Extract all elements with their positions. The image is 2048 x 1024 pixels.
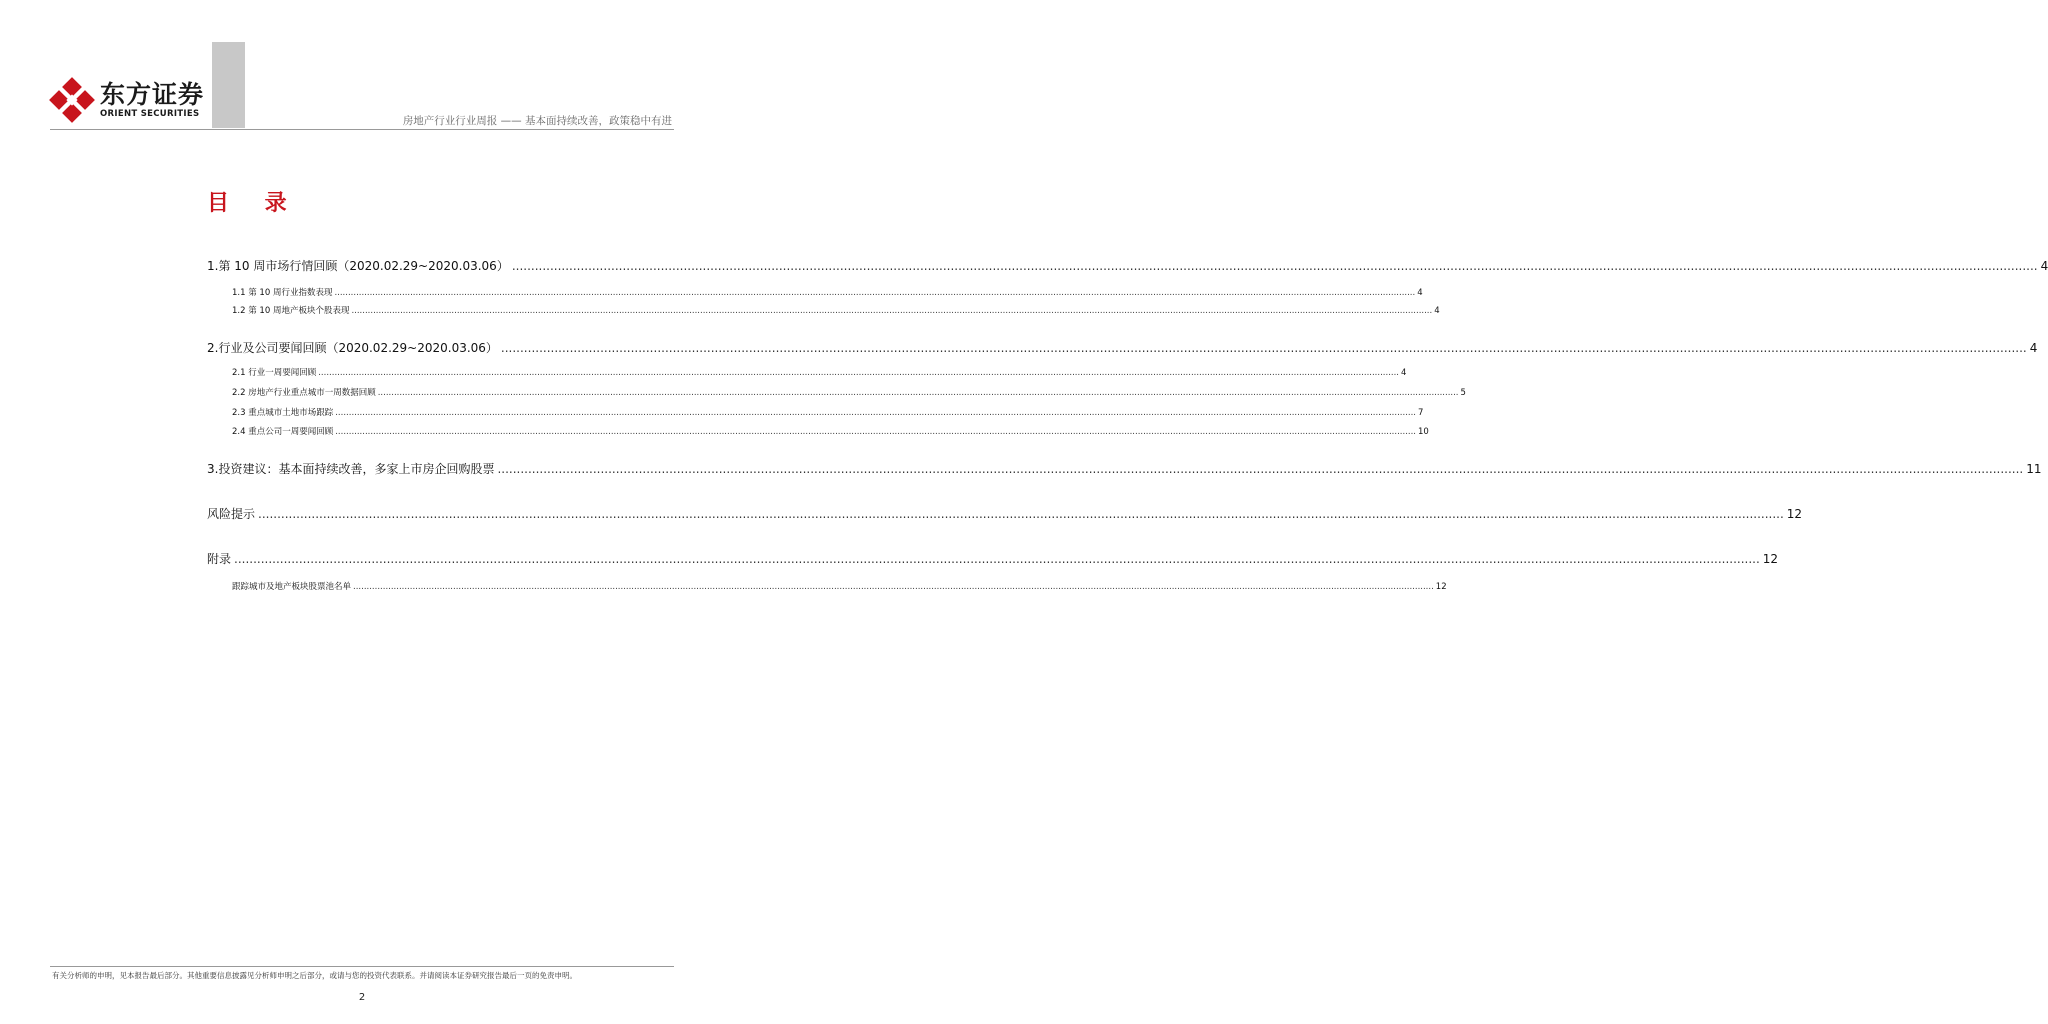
toc-leader-dots: ................................................................................................................................................................................................................................................................................................................................................................................................................	[351, 306, 1433, 316]
toc-entry-text: 1.1 第 10 周行业指数表现	[232, 288, 333, 298]
toc-entry-text: 风险提示	[207, 507, 256, 521]
toc-entry-page: 11	[2026, 462, 2042, 476]
toc-entry[interactable]	[232, 304, 1440, 316]
toc-leader-dots: ................................................................................................................................................................................................................................................................................................................................................................................................................	[500, 341, 2027, 355]
toc-entry-page: 7	[1418, 408, 1424, 418]
orient-securities-logo	[50, 78, 204, 122]
toc-entry-text: 2.行业及公司要闻回顾（2020.02.29~2020.03.06）	[207, 341, 498, 355]
header-divider	[50, 129, 674, 130]
logo-en-text: ORIENT SECURITIES	[100, 108, 200, 119]
toc-entry[interactable]	[232, 386, 1466, 398]
logo-cn-text: 东方证券	[100, 79, 205, 109]
toc-entry-text: 2.1 行业一周要闻回顾	[232, 368, 317, 378]
toc-leader-dots: ................................................................................................................................................................................................................................................................................................................................................................................................................	[335, 408, 1416, 418]
toc-entry[interactable]	[207, 257, 2048, 274]
toc-entry[interactable]	[232, 406, 1424, 418]
page-number: 2	[358, 992, 366, 1003]
toc-entry-text: 1.2 第 10 周地产板块个股表现	[232, 306, 350, 316]
report-header-title: 房地产行业行业周报 —— 基本面持续改善，政策稳中有进	[402, 115, 672, 127]
toc-entry-page: 12	[1435, 582, 1447, 592]
logo-mark-icon	[50, 78, 94, 122]
toc-entry[interactable]	[232, 366, 1407, 378]
toc-entry-text: 附录	[207, 552, 232, 566]
toc-title: 目 录	[207, 191, 301, 216]
toc-entry-text: 2.2 房地产行业重点城市一周数据回顾	[232, 388, 376, 398]
toc-entry-page: 4	[2029, 341, 2038, 355]
toc-entry-page: 12	[1786, 507, 1803, 521]
footer-disclaimer: 有关分析师的申明，见本报告最后部分。其他重要信息披露见分析师申明之后部分，或请与您的投资代表联系。并请阅读本证券研究报告最后一页的免责申明。	[52, 971, 577, 980]
toc-entry-page: 10	[1418, 427, 1429, 437]
toc-entry[interactable]	[207, 505, 1803, 522]
toc-entry[interactable]	[232, 580, 1447, 592]
toc-entry-text: 2.3 重点城市土地市场跟踪	[232, 408, 334, 418]
toc-entry[interactable]	[207, 460, 2042, 477]
footer-divider	[50, 966, 674, 967]
toc-entry-text: 1.第 10 周市场行情回顾（2020.02.29~2020.03.06）	[207, 259, 509, 273]
toc-leader-dots: ................................................................................................................................................................................................................................................................................................................................................................................................................	[335, 427, 1416, 437]
toc-leader-dots: ................................................................................................................................................................................................................................................................................................................................................................................................................	[353, 582, 1434, 592]
toc-leader-dots: ................................................................................................................................................................................................................................................................................................................................................................................................................	[318, 368, 1399, 378]
toc-entry-page: 5	[1460, 388, 1466, 398]
toc-entry-page: 4	[1434, 306, 1440, 316]
toc-entry[interactable]	[207, 550, 1779, 567]
toc-entry-page: 12	[1762, 552, 1779, 566]
toc-leader-dots: ................................................................................................................................................................................................................................................................................................................................................................................................................	[258, 507, 1784, 521]
toc-leader-dots: ................................................................................................................................................................................................................................................................................................................................................................................................................	[234, 552, 1760, 566]
toc-entry-page: 4	[1401, 368, 1407, 378]
toc-entry-text: 3.投资建议：基本面持续改善，多家上市房企回购股票	[207, 462, 495, 476]
toc-entry[interactable]	[232, 286, 1423, 298]
toc-entry-page: 4	[2040, 259, 2048, 273]
toc-entry-text: 2.4 重点公司一周要闻回顾	[232, 427, 334, 437]
toc-entry[interactable]	[232, 425, 1429, 437]
toc-entry-page: 4	[1417, 288, 1423, 298]
toc-leader-dots: ................................................................................................................................................................................................................................................................................................................................................................................................................	[511, 259, 2038, 273]
toc-leader-dots: ................................................................................................................................................................................................................................................................................................................................................................................................................	[497, 462, 2024, 476]
header-decor-block	[212, 42, 245, 128]
toc-entry-text: 跟踪城市及地产板块股票池名单	[232, 582, 352, 592]
toc-leader-dots: ................................................................................................................................................................................................................................................................................................................................................................................................................	[377, 388, 1459, 398]
toc-leader-dots: ................................................................................................................................................................................................................................................................................................................................................................................................................	[334, 288, 1416, 298]
toc-entry[interactable]	[207, 339, 2038, 356]
